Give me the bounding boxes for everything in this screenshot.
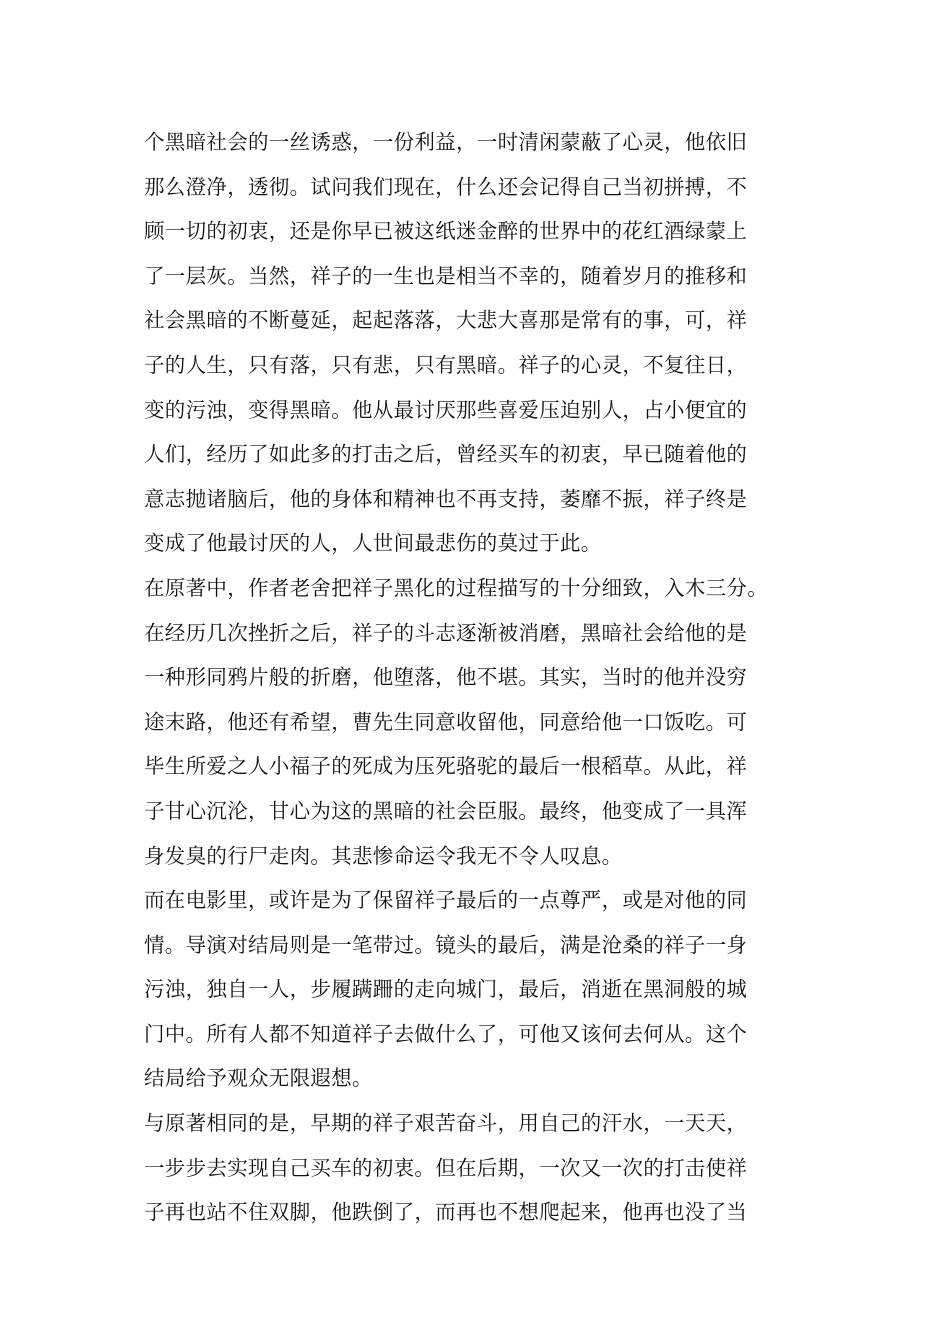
text-line: 人们，经历了如此多的打击之后，曾经买车的初衷，早已随着他的: [144, 442, 748, 467]
body-text: [144, 120, 944, 1235]
text-line: 社会黑暗的不断蔓延，起起落落，大悲大喜那是常有的事，可，祥: [144, 308, 748, 333]
text-line: 与原著相同的是，早期的祥子艰苦奋斗，用自己的汗水，一天天，: [144, 1111, 748, 1136]
text-line: 个黑暗社会的一丝诱惑，一份利益，一时清闲蒙蔽了心灵，他依旧: [144, 130, 748, 154]
text-line: 在经历几次挫折之后，祥子的斗志逐渐被消磨，黑暗社会给他的是: [144, 620, 748, 645]
text-line: 情。导演对结局则是一笔带过。镜头的最后，满是沧桑的祥子一身: [144, 932, 748, 957]
text-line: 毕生所爱之人小福子的死成为压死骆驼的最后一根稻草。从此，祥: [144, 754, 748, 779]
text-line: 而在电影里，或许是为了保留祥子最后的一点尊严，或是对他的同: [144, 888, 748, 913]
text-line: 在原著中，作者老舍把祥子黑化的过程描写的十分细致，入木三分。: [144, 575, 768, 600]
text-line: 污浊，独自一人，步履蹒跚的走向城门，最后，消逝在黑洞般的城: [144, 977, 748, 1002]
text-line: 身发臭的行尸走肉。其悲惨命运令我无不令人叹息。: [144, 843, 623, 868]
text-line: 子的人生，只有落，只有悲，只有黑暗。祥子的心灵，不复往日，: [144, 352, 748, 377]
text-line: 一步步去实现自己买车的初衷。但在后期，一次又一次的打击使祥: [144, 1155, 748, 1180]
text-line: 变的污浊，变得黑暗。他从最讨厌那些喜爱压迫别人，占小便宜的: [144, 397, 748, 422]
text-line: 结局给予观众无限遐想。: [144, 1066, 373, 1091]
text-line: 子甘心沉沦，甘心为这的黑暗的社会臣服。最终，他变成了一具浑: [144, 798, 748, 823]
text-line: 顾一切的初衷，还是你早已被这纸迷金醉的世界中的花红酒绿蒙上: [144, 219, 748, 244]
text-line: 意志抛诸脑后，他的身体和精神也不再支持，萎靡不振，祥子终是: [144, 486, 748, 511]
text-line: 途末路，他还有希望，曹先生同意收留他，同意给他一口饭吃。可: [144, 709, 748, 734]
text-line: 门中。所有人都不知道祥子去做什么了，可他又该何去何从。这个: [144, 1021, 748, 1046]
text-line: 一种形同鸦片般的折磨，他堕落，他不堪。其实，当时的他并没穷: [144, 665, 748, 690]
text-line: 子再也站不住双脚，他跌倒了，而再也不想爬起来，他再也没了当: [144, 1200, 748, 1225]
text-line: 了一层灰。当然，祥子的一生也是相当不幸的，随着岁月的推移和: [144, 263, 748, 288]
text-line: 那么澄净，透彻。试问我们现在，什么还会记得自己当初拼搏，不: [144, 174, 748, 199]
text-line: 变成了他最讨厌的人，人世间最悲伤的莫过于此。: [144, 531, 602, 556]
